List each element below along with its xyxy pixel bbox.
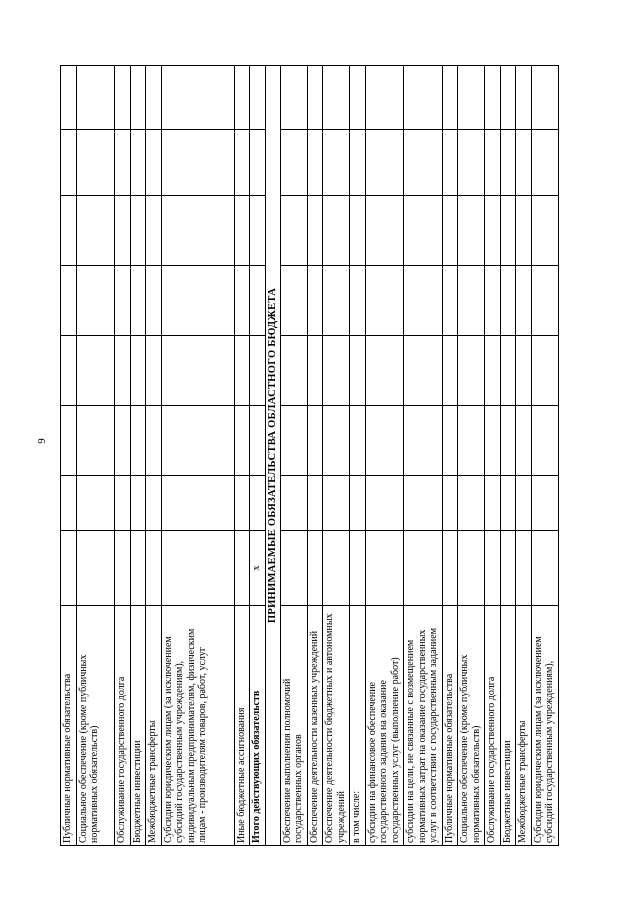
table-cell	[130, 406, 146, 476]
table-row	[516, 66, 532, 846]
table-cell	[500, 196, 516, 266]
table-row	[350, 66, 366, 846]
table-cell	[250, 196, 266, 266]
table-cell	[442, 336, 458, 406]
obligations-table	[60, 65, 559, 846]
table-cell	[516, 336, 532, 406]
table-cell	[76, 66, 115, 130]
table-cell	[531, 196, 558, 266]
table-cell	[146, 66, 162, 130]
table-cell	[531, 406, 558, 476]
table-cell	[500, 406, 516, 476]
table-cell	[280, 406, 307, 476]
table-cell	[442, 476, 458, 531]
table-cell	[365, 406, 404, 476]
row-label: в том числе:	[350, 606, 366, 846]
table-cell	[442, 66, 458, 130]
row-label: Субсидии юридическим лицам (за исключением субсидий государственным учреждениям),	[531, 606, 558, 846]
table-cell	[307, 66, 323, 130]
table-cell	[458, 66, 485, 130]
table-row	[531, 66, 558, 846]
table-cell	[130, 336, 146, 406]
table-cell	[250, 476, 266, 531]
row-label: Межбюджетные трансферты	[516, 606, 532, 846]
table-cell	[146, 406, 162, 476]
table-body	[61, 66, 559, 846]
table-cell	[404, 476, 443, 531]
table-cell	[115, 66, 131, 130]
table-cell	[485, 196, 501, 266]
table-cell	[485, 406, 501, 476]
table-cell	[500, 476, 516, 531]
table-cell	[61, 266, 77, 336]
table-cell	[323, 66, 350, 130]
table-cell	[531, 336, 558, 406]
table-cell	[307, 266, 323, 336]
row-label: Иные бюджетные ассигнования	[234, 606, 250, 846]
table-cell	[350, 531, 366, 606]
table-cell	[350, 196, 366, 266]
table-cell	[115, 130, 131, 196]
table-cell	[485, 531, 501, 606]
table-row	[130, 66, 146, 846]
table-cell	[250, 336, 266, 406]
table-cell	[146, 336, 162, 406]
row-label: Субсидии юридическим лицам (за исключением субсидий государственным учреждениям), индивидуальным предпринимателям, физическим лицам - производителям товаров, работ, услуг	[161, 606, 234, 846]
table-cell	[516, 531, 532, 606]
table-row	[500, 66, 516, 846]
table-cell	[161, 196, 234, 266]
table-cell	[323, 266, 350, 336]
table-cell	[404, 406, 443, 476]
table-cell	[115, 266, 131, 336]
table-cell	[234, 531, 250, 606]
table-cell	[365, 66, 404, 130]
table-cell	[404, 196, 443, 266]
table-cell	[307, 531, 323, 606]
row-label: Обеспечение деятельности бюджетных и автономных учреждений	[323, 606, 350, 846]
table-cell	[161, 266, 234, 336]
row-label: субсидии на финансовое обеспечение государственного задания на оказание государственных услуг (выполнение работ)	[365, 606, 404, 846]
table-cell	[485, 336, 501, 406]
table-row	[146, 66, 162, 846]
table-cell	[130, 476, 146, 531]
table-cell	[280, 336, 307, 406]
table-cell	[130, 266, 146, 336]
row-label: Межбюджетные трансферты	[146, 606, 162, 846]
table-cell	[350, 130, 366, 196]
total-row	[250, 66, 266, 846]
table-cell	[234, 196, 250, 266]
table-cell	[161, 531, 234, 606]
table-cell	[61, 406, 77, 476]
table-cell	[161, 66, 234, 130]
table-cell	[307, 406, 323, 476]
table-cell	[485, 266, 501, 336]
table-row	[161, 66, 234, 846]
table-cell	[280, 196, 307, 266]
table-cell	[130, 130, 146, 196]
table-cell	[500, 130, 516, 196]
table-cell	[500, 266, 516, 336]
table-cell	[365, 476, 404, 531]
table-cell	[161, 336, 234, 406]
table-row	[280, 66, 307, 846]
table-cell	[516, 66, 532, 130]
table-cell	[365, 336, 404, 406]
table-cell	[307, 336, 323, 406]
table-cell	[442, 531, 458, 606]
table-cell	[307, 476, 323, 531]
table-cell	[161, 476, 234, 531]
table-cell	[76, 196, 115, 266]
table-cell	[458, 266, 485, 336]
table-cell	[130, 66, 146, 130]
table-cell	[365, 531, 404, 606]
table-cell	[404, 66, 443, 130]
table-cell	[365, 130, 404, 196]
table-cell	[404, 336, 443, 406]
table-row	[485, 66, 501, 846]
row-label: Итого действующих обязательств	[250, 606, 266, 846]
table-cell	[404, 266, 443, 336]
table-cell	[323, 130, 350, 196]
table-cell	[458, 406, 485, 476]
table-cell	[458, 130, 485, 196]
table-cell	[458, 531, 485, 606]
row-label: Бюджетные инвестиции	[500, 606, 516, 846]
table-cell	[146, 266, 162, 336]
table-row	[234, 66, 250, 846]
table-cell	[146, 531, 162, 606]
row-label: Обеспечение выполнения полномочий государственных органов	[280, 606, 307, 846]
table-cell	[485, 130, 501, 196]
table-cell	[442, 130, 458, 196]
table-cell	[516, 196, 532, 266]
table-cell	[516, 130, 532, 196]
row-label: Обслуживание государственного долга	[115, 606, 131, 846]
table-cell	[280, 531, 307, 606]
table-cell	[130, 531, 146, 606]
table-cell	[485, 476, 501, 531]
row-label: Социальное обеспечение (кроме публичных нормативных обязательств)	[76, 606, 115, 846]
table-row	[442, 66, 458, 846]
row-label: субсидии на цели, не связанные с возмещением нормативных затрат на оказание государственных услуг в соответствии с государственным заданием	[404, 606, 443, 846]
table-cell	[516, 476, 532, 531]
section-heading-row	[265, 66, 280, 846]
table-cell	[350, 406, 366, 476]
table-cell	[115, 531, 131, 606]
table-cell	[161, 406, 234, 476]
table-cell	[442, 196, 458, 266]
table-cell	[250, 406, 266, 476]
table-cell	[250, 66, 266, 130]
row-label: Обслуживание государственного долга	[485, 606, 501, 846]
table-cell	[485, 66, 501, 130]
table-cell	[531, 66, 558, 130]
table-cell	[234, 130, 250, 196]
table-cell	[442, 406, 458, 476]
table-cell	[404, 130, 443, 196]
table-cell	[404, 531, 443, 606]
table-cell	[516, 266, 532, 336]
row-label: Бюджетные инвестиции	[130, 606, 146, 846]
table-cell	[350, 336, 366, 406]
table-cell	[61, 66, 77, 130]
table-cell	[458, 476, 485, 531]
table-row	[365, 66, 404, 846]
row-label: Публичные нормативные обязательства	[442, 606, 458, 846]
table-cell	[76, 266, 115, 336]
table-row	[307, 66, 323, 846]
table-cell	[531, 266, 558, 336]
table-cell	[458, 196, 485, 266]
row-label: Обеспечение деятельности казенных учреждений	[307, 606, 323, 846]
table-cell	[76, 406, 115, 476]
table-cell	[350, 266, 366, 336]
table-cell	[146, 130, 162, 196]
table-cell	[250, 130, 266, 196]
table-cell	[516, 406, 532, 476]
table-cell	[61, 476, 77, 531]
row-label: Публичные нормативные обязательства	[61, 606, 77, 846]
table-cell	[280, 266, 307, 336]
table-cell	[458, 336, 485, 406]
table-cell	[280, 66, 307, 130]
table-row	[115, 66, 131, 846]
table-cell	[365, 266, 404, 336]
table-cell	[531, 476, 558, 531]
table-cell	[280, 476, 307, 531]
section-heading: ПРИНИМАЕМЫЕ ОБЯЗАТЕЛЬСТВА ОБЛАСТНОГО БЮДЖЕТА	[265, 66, 280, 846]
table-cell	[115, 196, 131, 266]
table-cell: x	[250, 531, 266, 606]
table-cell	[76, 531, 115, 606]
table-cell	[323, 531, 350, 606]
table-cell	[130, 196, 146, 266]
table-row	[458, 66, 485, 846]
table-cell	[350, 66, 366, 130]
table-cell	[61, 196, 77, 266]
table-cell	[531, 130, 558, 196]
page-number: 9	[36, 438, 48, 444]
table-row	[404, 66, 443, 846]
table-row	[323, 66, 350, 846]
table-cell	[115, 406, 131, 476]
table-cell	[115, 476, 131, 531]
table-cell	[365, 196, 404, 266]
obligations-table-sheet	[60, 66, 580, 846]
table-row	[76, 66, 115, 846]
table-cell	[323, 406, 350, 476]
table-cell	[61, 336, 77, 406]
table-cell	[500, 66, 516, 130]
table-cell	[250, 266, 266, 336]
table-cell	[61, 531, 77, 606]
table-cell	[234, 336, 250, 406]
table-cell	[61, 130, 77, 196]
table-cell	[307, 196, 323, 266]
table-cell	[307, 130, 323, 196]
table-cell	[280, 130, 307, 196]
table-cell	[115, 336, 131, 406]
table-cell	[76, 130, 115, 196]
table-cell	[146, 476, 162, 531]
table-cell	[76, 476, 115, 531]
table-cell	[531, 531, 558, 606]
table-cell	[323, 476, 350, 531]
table-cell	[234, 476, 250, 531]
table-cell	[323, 336, 350, 406]
table-cell	[442, 266, 458, 336]
table-cell	[234, 266, 250, 336]
table-cell	[323, 196, 350, 266]
table-cell	[76, 336, 115, 406]
table-cell	[350, 476, 366, 531]
table-cell	[234, 66, 250, 130]
table-cell	[161, 130, 234, 196]
row-label: Социальное обеспечение (кроме публичных нормативных обязательств)	[458, 606, 485, 846]
table-cell	[500, 336, 516, 406]
table-cell	[234, 406, 250, 476]
table-cell	[500, 531, 516, 606]
table-row	[61, 66, 77, 846]
table-cell	[146, 196, 162, 266]
